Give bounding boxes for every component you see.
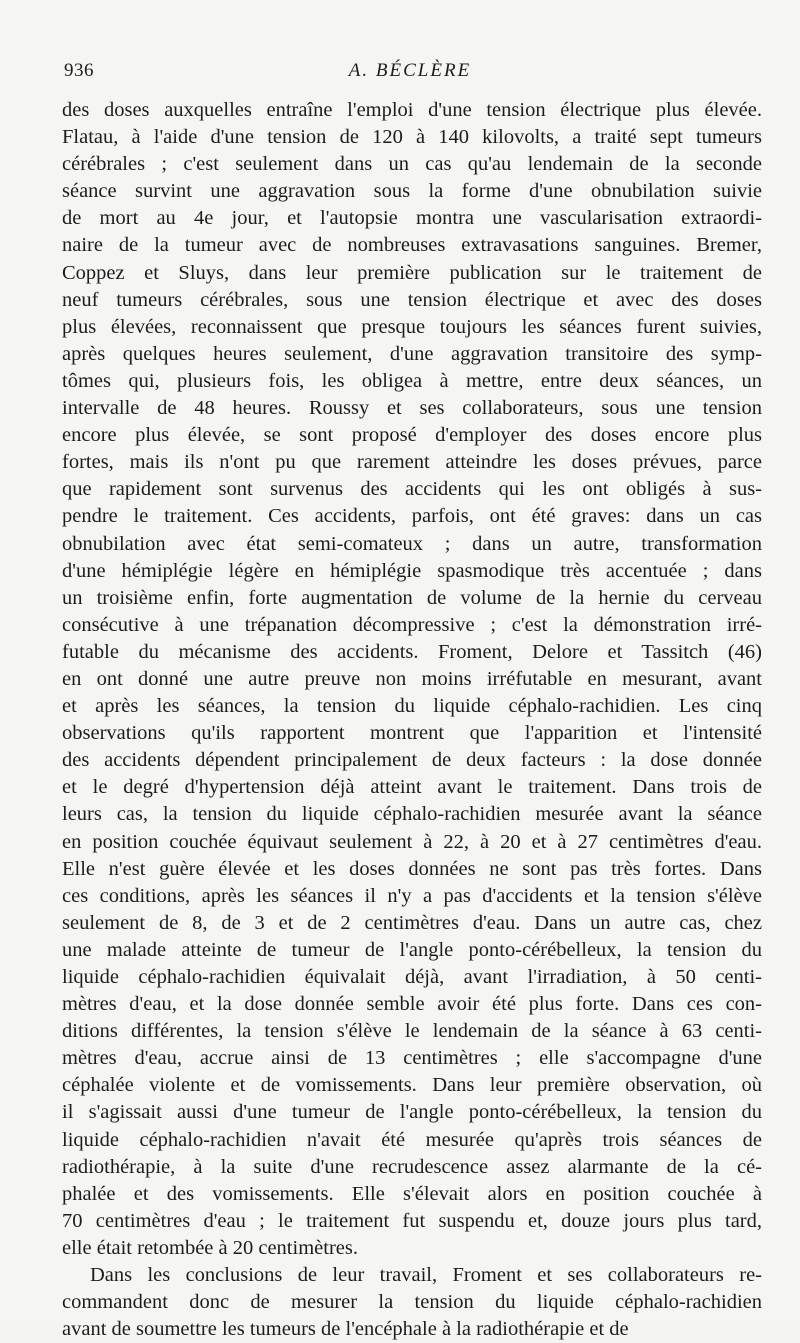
text-line: commandent donc de mesurer la tension du liquide céphalo-rachidien (62, 1291, 762, 1314)
text-line: en position couchée équivaut seulement à 22, à 20 et à 27 centimètres d'eau. (62, 830, 762, 853)
text-line: Dans les conclusions de leur travail, Froment et ses collaborateurs re- (90, 1264, 762, 1287)
text-line: phalée et des vomissements. Elle s'élevait alors en position couchée à (62, 1182, 762, 1205)
text-line: mètres d'eau, accrue ainsi de 13 centimètres ; elle s'accompagne d'une (62, 1047, 762, 1070)
text-line: neuf tumeurs cérébrales, sous une tension électrique et avec des doses (62, 288, 762, 311)
paragraph (62, 1262, 762, 1343)
text-line: leurs cas, la tension du liquide céphalo-rachidien mesurée avant la séance (62, 803, 762, 826)
text-line: Elle n'est guère élevée et les doses données ne sont pas très fortes. Dans (62, 857, 762, 880)
text-line: fortes, mais ils n'ont pu que rarement atteindre les doses prévues, parce (62, 451, 762, 474)
text-line: que rapidement sont survenus des accidents qui les ont obligés à sus- (62, 478, 762, 501)
text-line: ces conditions, après les séances il n'y a pas d'accidents et la tension s'élève (62, 884, 762, 907)
page-header (60, 60, 760, 86)
text-line: 70 centimètres d'eau ; le traitement fut suspendu et, douze jours plus tard, (62, 1209, 762, 1232)
text-line: seulement de 8, de 3 et de 2 centimètres d'eau. Dans un autre cas, chez (62, 911, 762, 934)
text-line: d'une hémiplégie légère en hémiplégie spasmodique très accentuée ; dans (62, 559, 762, 582)
text-line: des accidents dépendent principalement de deux facteurs : la dose donnée (62, 749, 762, 772)
text-line: radiothérapie, à la suite d'une recrudescence assez alarmante de la cé- (62, 1155, 762, 1178)
text-line: et le degré d'hypertension déjà atteint avant le traitement. Dans trois de (62, 776, 762, 799)
text-line: intervalle de 48 heures. Roussy et ses collaborateurs, sous une tension (62, 397, 762, 420)
text-line: séance survint une aggravation sous la forme d'une obnubilation suivie (62, 180, 762, 203)
text-line: Flatau, à l'aide d'une tension de 120 à 140 kilovolts, a traité sept tumeurs (62, 126, 762, 149)
text-line: obnubilation avec état semi-comateux ; dans un autre, transformation (62, 532, 762, 555)
text-line: un troisième enfin, forte augmentation de volume de la hernie du cerveau (62, 586, 762, 609)
text-line: plus élevées, reconnaissent que presque toujours les séances furent suivies, (62, 315, 762, 338)
text-line: il s'agissait aussi d'une tumeur de l'angle ponto-cérébelleux, la tension du (62, 1101, 762, 1124)
text-line: et après les séances, la tension du liquide céphalo-rachidien. Les cinq (62, 695, 762, 718)
text-line: de mort au 4e jour, et l'autopsie montra une vascularisation extraordi- (62, 207, 762, 230)
text-line: une malade atteinte de tumeur de l'angle ponto-cérébelleux, la tension du (62, 938, 762, 961)
text-line: avant de soumettre les tumeurs de l'encéphale à la radiothérapie et de (62, 1318, 629, 1341)
text-line: elle était retombée à 20 centimètres. (62, 1236, 358, 1259)
text-line: des doses auxquelles entraîne l'emploi d'une tension électrique plus élevée. (62, 99, 762, 121)
text-line: tômes qui, plusieurs fois, les obligea à mettre, entre deux séances, un (62, 369, 762, 392)
page-number: 936 (64, 60, 94, 81)
text-line: après quelques heures seulement, d'une aggravation transitoire des symp- (62, 342, 762, 365)
text-line: liquide céphalo-rachidien n'avait été mesurée qu'après trois séances de (62, 1128, 762, 1151)
text-line: céphalée violente et de vomissements. Dans leur première observation, où (62, 1074, 762, 1097)
text-line: liquide céphalo-rachidien équivalait déjà, avant l'irradiation, à 50 centi- (62, 966, 762, 988)
text-line: pendre le traitement. Ces accidents, parfois, ont été graves: dans un cas (62, 505, 762, 528)
text-line: futable du mécanisme des accidents. Froment, Delore et Tassitch (46) (62, 640, 762, 663)
body-text (62, 97, 762, 1343)
text-line: observations qu'ils rapportent montrent que l'apparition et l'intensité (62, 722, 762, 745)
text-line: mètres d'eau, et la dose donnée semble avoir été plus forte. Dans ces con- (62, 993, 762, 1016)
text-line: encore plus élevée, se sont proposé d'employer des doses encore plus (62, 424, 762, 447)
text-line: en ont donné une autre preuve non moins irréfutable en mesurant, avant (62, 667, 762, 690)
text-line: consécutive à une trépanation décompressive ; c'est la démonstration irré- (62, 613, 762, 636)
text-line: ditions différentes, la tension s'élève le lendemain de la séance à 63 centi- (62, 1020, 762, 1043)
running-head-author: A. BÉCLÈRE (348, 60, 472, 81)
text-line: naire de la tumeur avec de nombreuses extravasations sanguines. Bremer, (62, 234, 762, 257)
text-line: cérébrales ; c'est seulement dans un cas qu'au lendemain de la seconde (62, 153, 762, 176)
paragraph (62, 97, 762, 1262)
text-line: Coppez et Sluys, dans leur première publication sur le traitement de (62, 261, 762, 284)
